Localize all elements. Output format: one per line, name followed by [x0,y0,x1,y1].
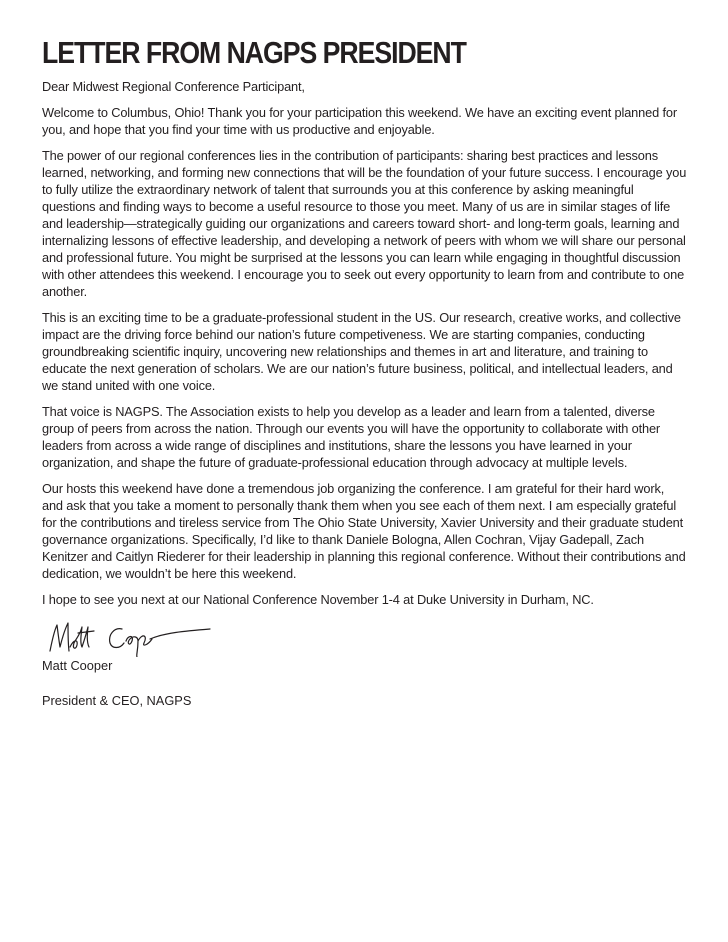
paragraph-hosts-thanks: Our hosts this weekend have done a tremendous job organizing the conference. I am grateful for their hard work, and ask that you take a moment to personally thank them when you see each of them next. I am especially grateful for the contributions and tireless service from The Ohio State University, Xavier University and their graduate student governance organizations. Specifically, I’d like to thank Daniele Bologna, Allen Cochran, Vijay Gadepall, Zach Kenitzer and Caitlyn Riederer for their leadership in planning this regional conference. Without their contributions and dedication, we wouldn’t be here this weekend. [42,481,686,581]
paragraph-graduate-students: This is an exciting time to be a graduate-professional student in the US. Our research, creative works, and collective impact are the driving force behind our nation’s future competiveness. We are starting companies, conducting groundbreaking scientific inquiry, uncovering new relationships and themes in art and literature, and training to educate the next generation of scholars. We are our nation’s future business, political, and intellectual leaders, and we stand united with one voice. [42,310,681,393]
letter-title: LETTER FROM NAGPS PRESIDENT [42,35,466,70]
signer-title: President & CEO, NAGPS [42,693,192,708]
paragraph-closing: I hope to see you next at our National Conference November 1-4 at Duke University in Durham, NC. [42,592,594,607]
salutation: Dear Midwest Regional Conference Participant, [42,79,305,94]
paragraph-regional-conferences: The power of our regional conferences lies in the contribution of participants: sharing best practices and lessons learned, networking, and forming new connections that will be the foundation of your future success. I encourage you to fully utilize the extraordinary network of talent that surrounds you at this conference by asking meaningful questions and finding ways to become a useful resource to those you meet. Many of us are in similar stages of life and leadership—strategically guiding our organizations and careers toward short- and long-term goals, learning and internalizing lessons of effective leadership, and developing a network of peers with whom we will share our personal and professional future. You might be surprised at the lessons you can learn while engaging in thoughtful discussion with other attendees this weekend. I encourage you to seek out every opportunity to learn from and contribute to one another. [42,148,687,299]
paragraph-welcome: Welcome to Columbus, Ohio! Thank you for your participation this weekend. We have an exciting event planned for you, and hope that you find your time with us productive and enjoyable. [42,105,677,137]
signature-image [44,617,214,657]
letter-page [42,36,688,709]
signer-name: Matt Cooper [42,658,113,673]
paragraph-nagps-voice: That voice is NAGPS. The Association exists to help you develop as a leader and learn from a talented, diverse group of peers from across the nation. Through our events you will have the opportunity to collaborate with other leaders from across a wide range of disciplines and institutions, share the lessons you have learned in your organization, and shape the future of graduate-professional education through advocacy at multiple levels. [42,404,661,470]
